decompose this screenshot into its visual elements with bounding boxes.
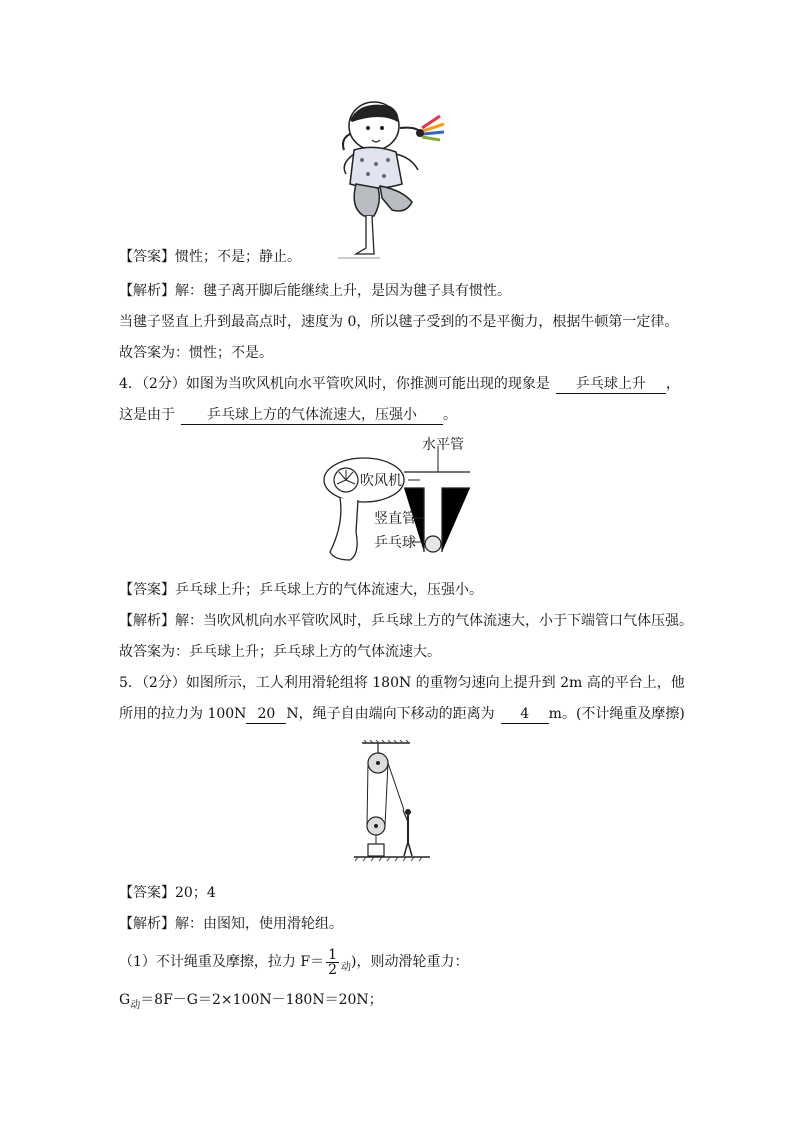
fraction-one-half xyxy=(326,948,339,977)
q4-punct: ， xyxy=(665,376,680,392)
q5-question-text: 所用的拉力为 100N xyxy=(119,706,247,722)
q3-analysis-line-1: 【解析】解：毽子离开脚后能继续上升，是因为毽子具有惯性。 xyxy=(119,283,511,299)
q3-answer: 【答案】惯性；不是；静止。 xyxy=(119,249,301,265)
q4-answer: 【答案】乒乓球上升；乒乓球上方的气体流速大，压强小。 xyxy=(119,582,483,598)
q4-answer-blank-2: 乒乓球上方的气体流速大，压强小 xyxy=(181,407,443,425)
q4-analysis: 【解析】解：当吹风机向水平管吹风时，乒乓球上方的气体流速大，小于下端管口气体压强。 xyxy=(119,613,693,629)
subscript-dong-2: 动 xyxy=(130,1000,141,1011)
subscript-dong: 动 xyxy=(341,962,351,973)
q3-conclusion: 故答案为：惯性；不是。 xyxy=(119,345,273,361)
g-symbol: G xyxy=(119,992,131,1008)
q5-answer-blank-1: 20 xyxy=(246,706,286,724)
q5-question-text-2: N，绳子自由端向下移动的距离为 xyxy=(286,706,495,722)
q5-answer-blank-2: 4 xyxy=(501,706,549,724)
q5-analysis-text: （1）不计绳重及摩擦，拉力 F＝ xyxy=(119,954,325,970)
q4-question-text: 4．（2分）如图为当吹风机向水平管吹风时，你推测可能出现的现象是 xyxy=(119,376,550,392)
label-blower: 吹风机 xyxy=(360,473,402,489)
label-horizontal-pipe: 水平管 xyxy=(422,437,464,453)
q4-answer-blank-1: 乒乓球上升 xyxy=(556,376,666,394)
q5-formula: ＝8F－G＝2×100N－180N＝20N； xyxy=(140,992,383,1008)
label-vertical-pipe: 竖直管 xyxy=(374,511,416,527)
q5-analysis-text-2: )，则动滑轮重力： xyxy=(351,954,469,970)
q5-analysis-line-2 xyxy=(119,944,468,982)
q4-conclusion: 故答案为：乒乓球上升；乒乓球上方的气体流速大。 xyxy=(119,644,441,660)
fraction-denominator: 2 xyxy=(328,961,337,978)
q3-analysis-line-2: 当毽子竖直上升到最高点时，速度为 0，所以毽子受到的不是平衡力，根据牛顿第一定律。 xyxy=(119,314,679,330)
q4-question-line-1 xyxy=(119,374,680,394)
q5-question-line-1: 5．（2分）如图所示，工人利用滑轮组将 180N 的重物匀速向上提升到 2m 高的平台上，他 xyxy=(119,675,685,691)
blower-pipe-diagram xyxy=(320,432,480,572)
q4-question-line-2 xyxy=(119,405,457,425)
q4-punct-2: 。 xyxy=(443,407,457,423)
q5-question-text-3: m。(不计绳重及摩擦) xyxy=(548,706,685,722)
q5-answer: 【答案】20；4 xyxy=(119,885,216,901)
q5-question-line-2 xyxy=(119,704,685,724)
label-ball: 乒乓球 xyxy=(374,535,416,551)
q5-analysis-line-3 xyxy=(119,990,383,1012)
q4-question-text-2: 这是由于 xyxy=(119,407,175,423)
pulley-system-diagram xyxy=(352,740,432,862)
q5-analysis-line-1: 【解析】解：由图知，使用滑轮组。 xyxy=(119,916,343,932)
girl-kicking-shuttlecock-illustration xyxy=(330,98,455,268)
fraction-numerator: 1 xyxy=(328,946,337,963)
